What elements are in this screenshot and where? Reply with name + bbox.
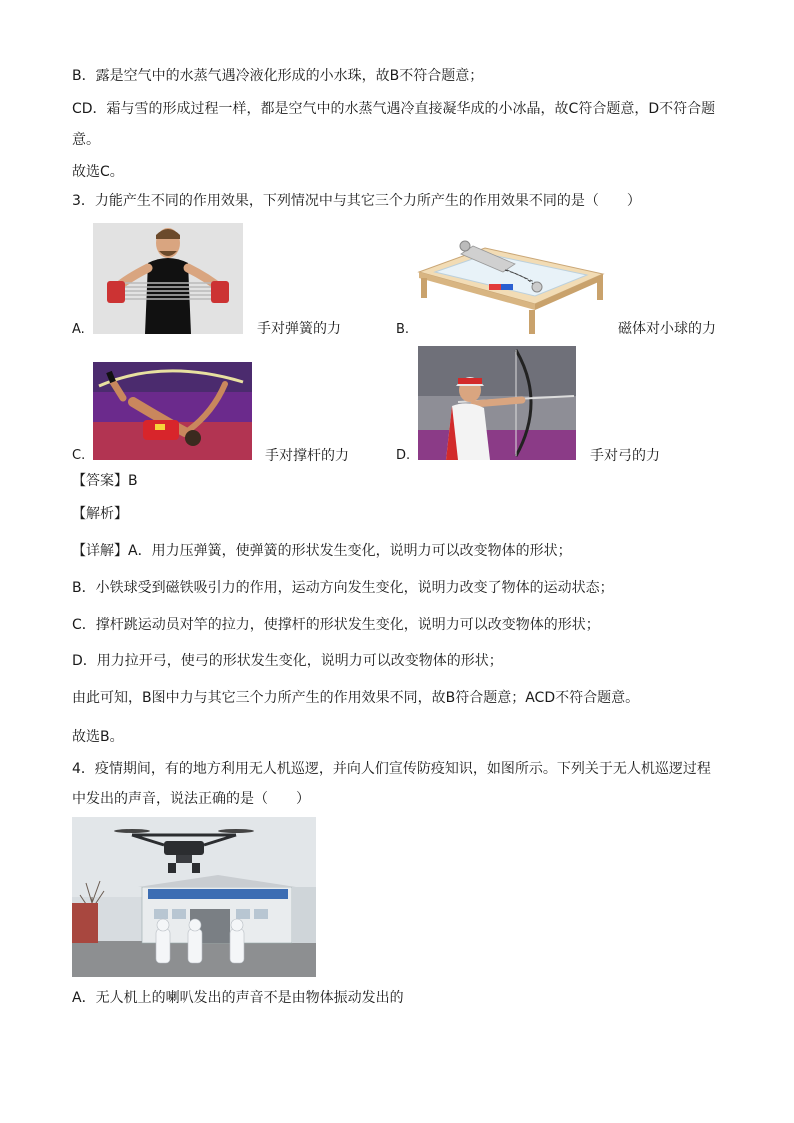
choose-line: 故选B。 [72,729,124,745]
spring-exerciser-image [93,223,243,334]
answer-line: 【答案】B [72,473,138,489]
option-b-label: B. [396,322,410,337]
option-c-caption: 手对撑杆的力 [265,448,349,464]
detail-c: C．撑杆跳运动员对竿的拉力，使撑杆的形状发生变化，说明力可以改变物体的形状； [72,617,600,633]
text-line: 意。 [72,132,100,148]
option-a-label: A. [72,322,85,337]
option-a-caption: 手对弹簧的力 [257,321,341,337]
option-b-caption: 磁体对小球的力 [618,321,716,337]
text-line: 故选C。 [72,164,124,180]
text-line: B．露是空气中的水蒸气遇冷液化形成的小水珠，故B不符合题意； [72,68,484,84]
question-4: 4．疫情期间，有的地方利用无人机巡逻，并向人们宣传防疫知识，如图所示。下列关于无人机巡逻过程 [72,761,711,777]
option-d-caption: 手对弓的力 [590,448,660,464]
question-4-cont: 中发出的声音，说法正确的是（ ） [72,791,310,807]
question-3: 3．力能产生不同的作用效果，下列情况中与其它三个力所产生的作用效果不同的是（ ） [72,193,641,209]
conclusion-line: 由此可知，B图中力与其它三个力所产生的作用效果不同，故B符合题意；ACD不符合题意。 [72,690,640,706]
drone-patrol-image [72,817,316,977]
question-4-option-a: A．无人机上的喇叭发出的声音不是由物体振动发出的 [72,990,404,1006]
detail-a: 【详解】A．用力压弹簧，使弹簧的形状发生变化，说明力可以改变物体的形状； [72,543,572,559]
option-c-label: C. [72,448,86,463]
detail-d: D．用力拉开弓，使弓的形状发生变化，说明力可以改变物体的形状； [72,653,503,669]
magnet-ball-table-image [415,232,607,336]
pole-vault-image [93,362,252,460]
text-line: CD．霜与雪的形成过程一样，都是空气中的水蒸气遇冷直接凝华成的小冰晶，故C符合题意，D不符合题 [72,101,716,117]
option-d-label: D. [396,448,411,463]
analysis-heading: 【解析】 [72,506,128,522]
archery-image [418,346,576,460]
detail-b: B．小铁球受到磁铁吸引力的作用，运动方向发生变化，说明力改变了物体的运动状态； [72,580,614,596]
